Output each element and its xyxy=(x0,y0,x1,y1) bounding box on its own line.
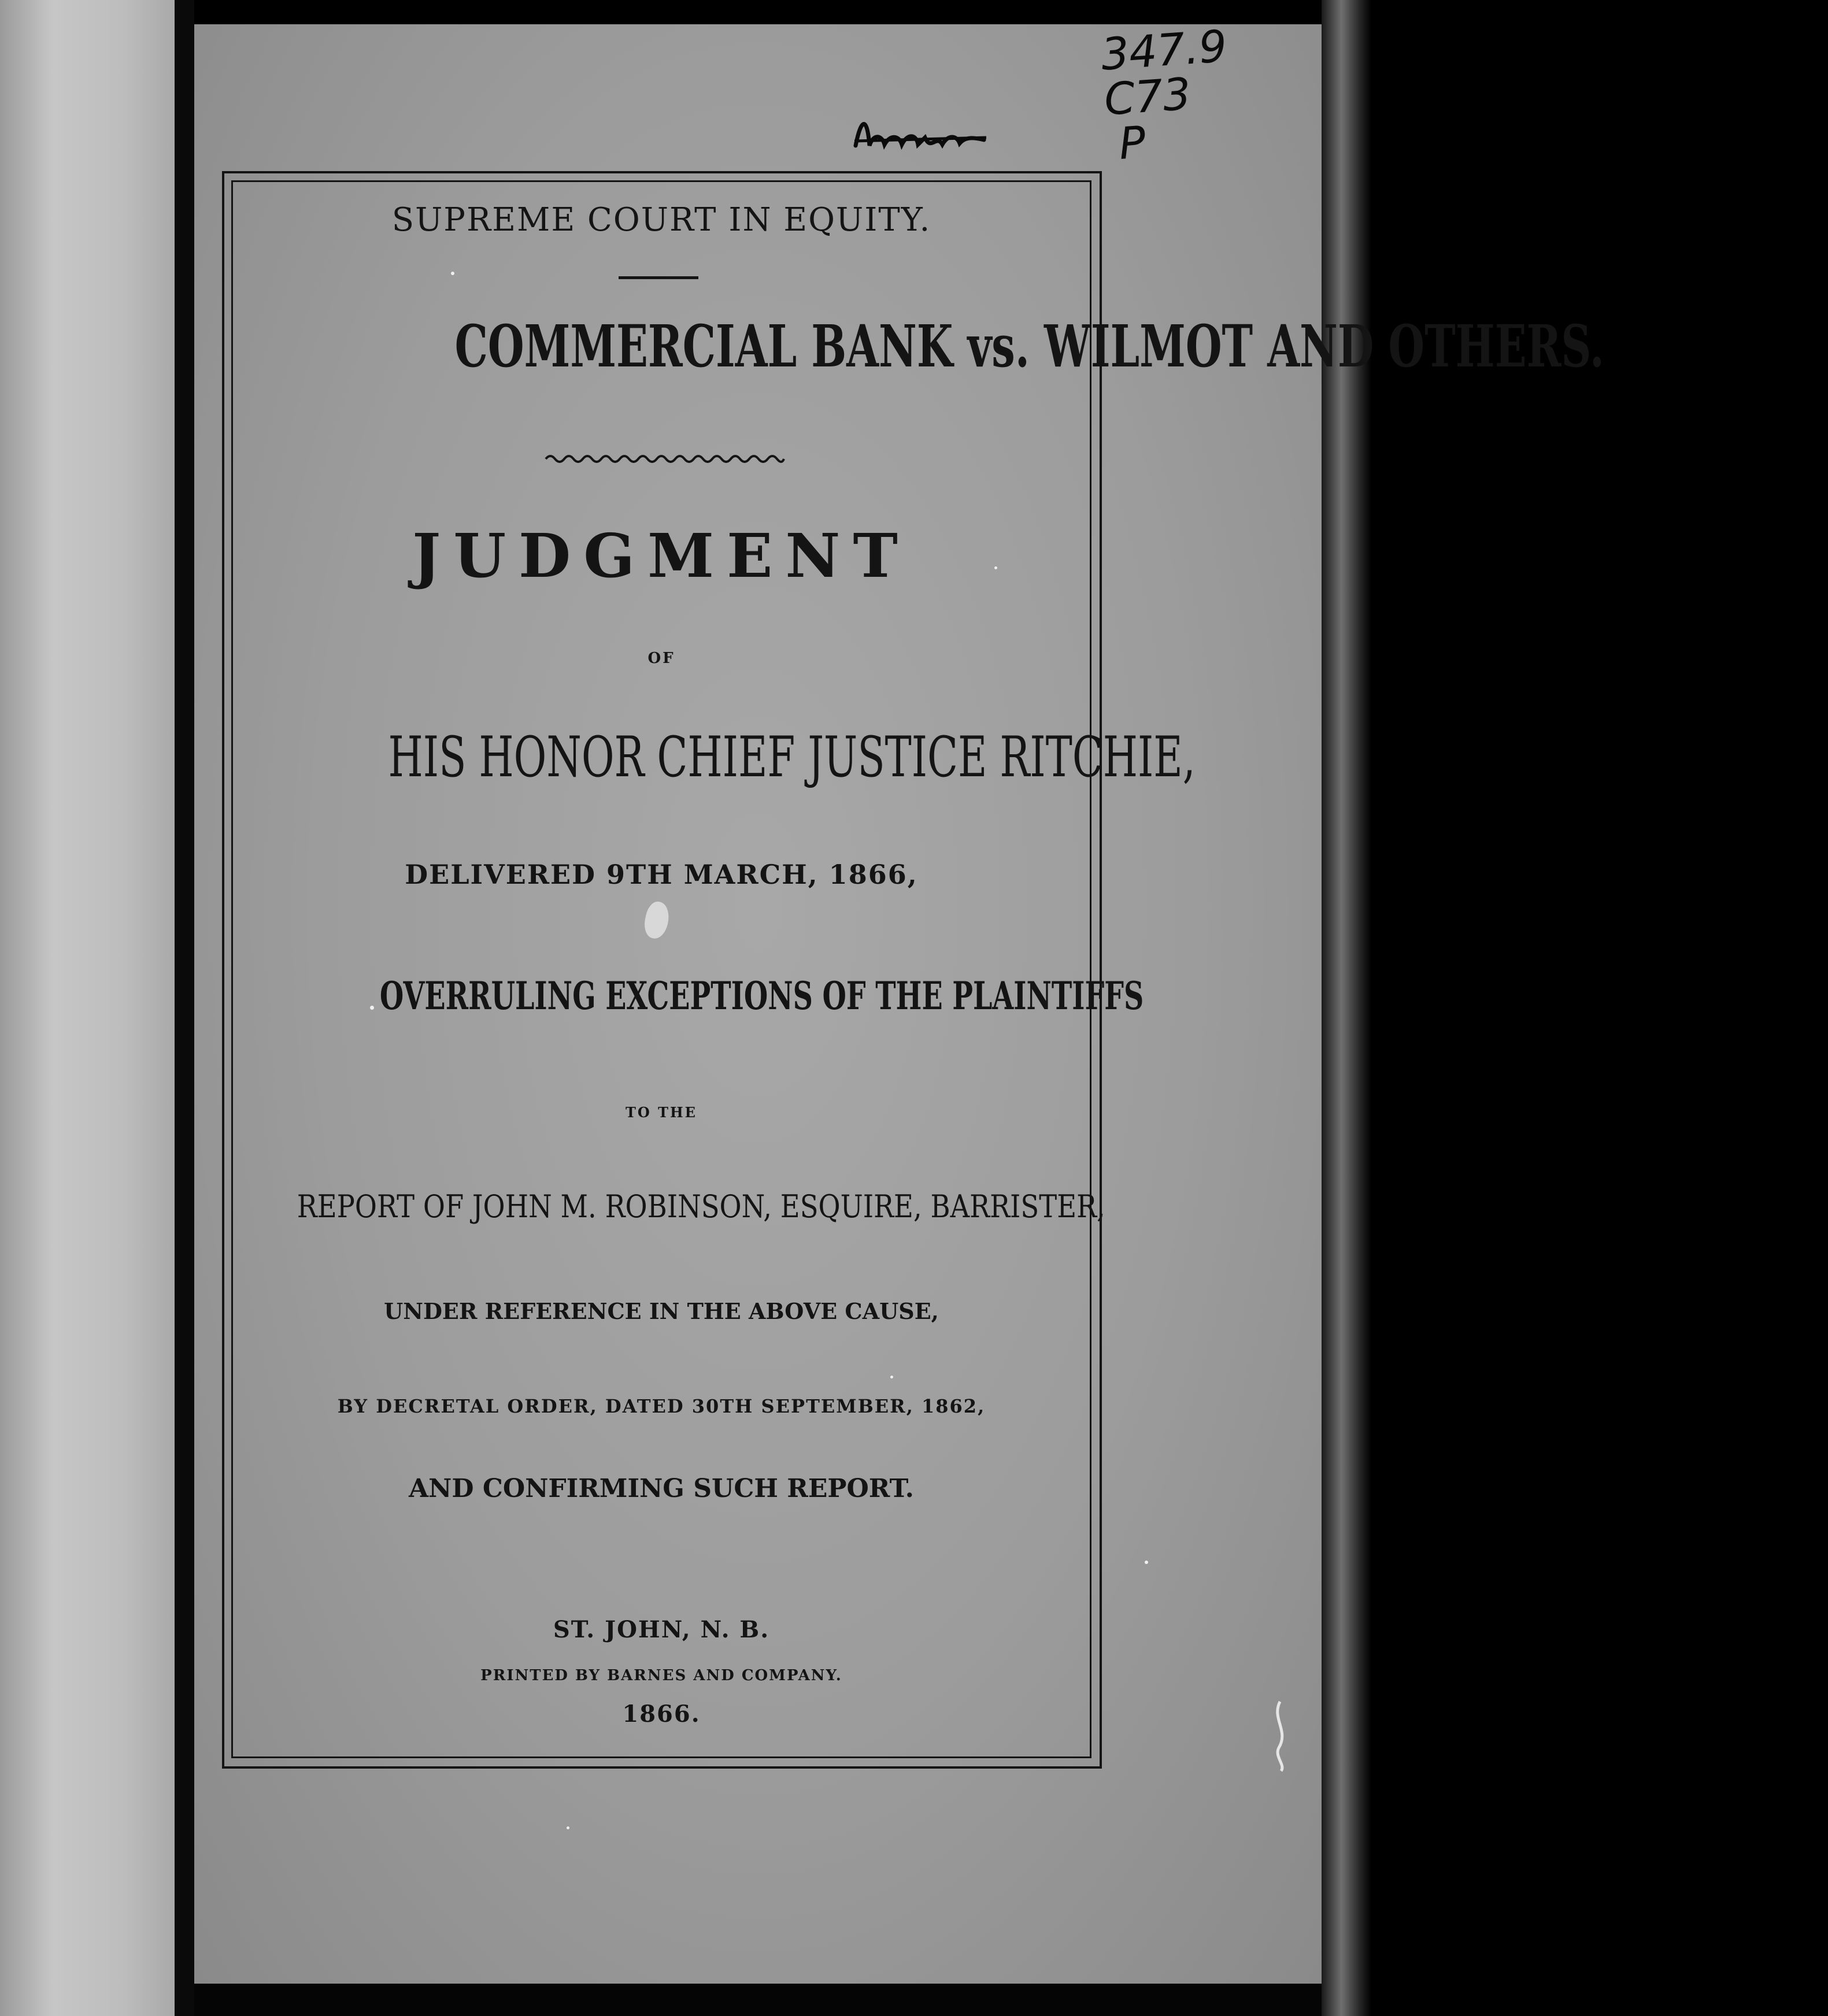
report-of-text: REPORT OF JOHN M. ROBINSON, ESQUIRE, BARRISTER, xyxy=(297,1188,1105,1225)
handwritten-call-number xyxy=(1099,20,1236,169)
report-of-line xyxy=(231,1188,1105,1225)
judge-name-text: HIS HONOR CHIEF JUSTICE RITCHIE, xyxy=(388,725,1196,790)
page-bottom-edge xyxy=(194,1984,1322,2016)
imprint-printer: PRINTED BY BARNES AND COMPANY. xyxy=(480,1667,842,1684)
court-name: SUPREME COURT IN EQUITY. xyxy=(391,201,931,239)
imprint-year: 1866. xyxy=(622,1700,701,1728)
case-title-text: COMMERCIAL BANK vs. WILMOT AND OTHERS. xyxy=(454,312,1604,380)
page-fold-mark xyxy=(1268,1702,1292,1771)
paper-speck xyxy=(567,1826,569,1829)
call-number-line: P xyxy=(1117,116,1148,169)
decretal-order-line: BY DECRETAL ORDER, DATED 30TH SEPTEMBER, 1862, xyxy=(337,1395,986,1417)
heading-judgment: JUDGMENT xyxy=(412,520,911,591)
to-the: TO THE xyxy=(626,1104,697,1121)
case-title xyxy=(231,312,1604,380)
book-gutter xyxy=(175,0,194,2016)
delivered-date: DELIVERED 9TH MARCH, 1866, xyxy=(405,859,918,890)
word-of: OF xyxy=(647,650,675,667)
left-page-strip xyxy=(0,0,175,2016)
overruling-line xyxy=(231,973,1144,1018)
judge-name xyxy=(231,725,1196,790)
imprint-place: ST. JOHN, N. B. xyxy=(553,1616,770,1643)
paper-speck xyxy=(1145,1561,1148,1564)
overruling-text: OVERRULING EXCEPTIONS OF THE PLAINTIFFS xyxy=(379,973,1144,1018)
handwritten-scribble xyxy=(850,111,989,163)
page-edge xyxy=(1322,0,1371,2016)
under-reference-line: UNDER REFERENCE IN THE ABOVE CAUSE, xyxy=(384,1298,939,1324)
title-border-inner xyxy=(231,180,1091,1758)
call-number-line: 347.9 xyxy=(1099,20,1228,80)
confirming-line: AND CONFIRMING SUCH REPORT. xyxy=(409,1474,914,1503)
call-number-line: C73 xyxy=(1102,68,1193,125)
decorative-wavy-rule xyxy=(546,452,784,466)
short-rule xyxy=(619,276,698,279)
